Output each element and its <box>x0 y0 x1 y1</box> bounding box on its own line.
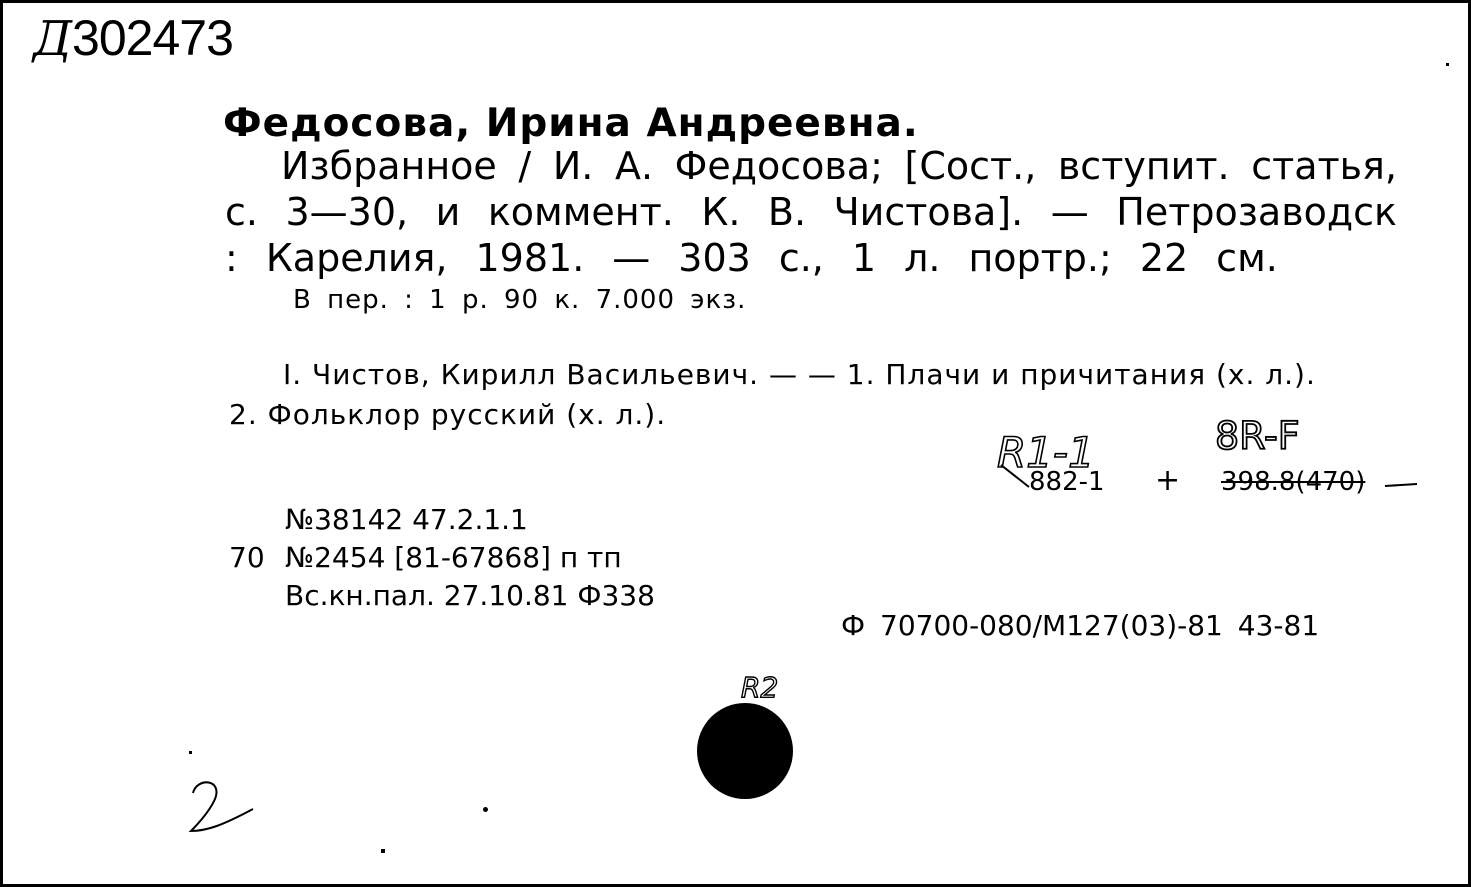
description-word: К. <box>701 190 741 234</box>
description-word: / <box>518 144 532 188</box>
speck <box>189 751 192 754</box>
author-heading: Федосова, Ирина Андреевна. <box>223 101 919 146</box>
accession-prefix: 70 <box>229 541 265 574</box>
classification-2-struck: 398.8(470) <box>1221 467 1366 497</box>
description-word: — <box>1050 190 1089 234</box>
description-word: статья, <box>1251 144 1397 188</box>
description-word: В. <box>767 190 807 234</box>
description-word: Чистова]. <box>833 190 1024 234</box>
speck <box>381 849 385 853</box>
call-number <box>33 9 233 67</box>
description-word: см. <box>1216 236 1278 280</box>
description-word: И. <box>552 144 594 188</box>
description-word: 303 <box>678 236 751 280</box>
handwritten-number-text: 2 <box>183 773 184 774</box>
publisher-code: Ф 70700-080/М127(03)-81 43-81 <box>841 609 1320 642</box>
description-word: с., <box>778 236 824 280</box>
description-line-1 <box>225 143 1397 189</box>
description-word: Петрозаводск <box>1116 190 1397 234</box>
description-line-2 <box>225 189 1397 235</box>
tracing-line-2: 2. Фольклор русский (х. л.). <box>229 398 667 431</box>
description-word: Избранное <box>281 144 497 188</box>
handwritten-class-2 <box>1211 405 1371 465</box>
description-word: 3—30, <box>285 190 409 234</box>
accession-line-2 <box>229 541 622 574</box>
classification-1: 882-1 <box>1029 467 1105 497</box>
description-word: Карелия, <box>265 236 448 280</box>
accession-line-1: №38142 47.2.1.1 <box>285 503 528 536</box>
description-word: 1 <box>851 236 877 280</box>
description-word: портр.; <box>968 236 1112 280</box>
speck <box>1446 63 1449 66</box>
description-word: 22 <box>1139 236 1189 280</box>
handwritten-class-1-text: R1-1 <box>997 428 1095 477</box>
tracing-line-1: I. Чистов, Кирилл Васильевич. — — 1. Плачи и причитания (х. л.). <box>283 358 1316 391</box>
handwritten-number <box>183 773 263 843</box>
call-number-value: 302473 <box>72 10 233 66</box>
accession-line-3: Вс.кн.пал. 27.10.81 Ф338 <box>285 579 655 612</box>
description-word: вступит. <box>1057 144 1230 188</box>
description-line-3 <box>225 235 1397 281</box>
description-word: коммент. <box>487 190 674 234</box>
description-word: А. <box>614 144 654 188</box>
punch-hole <box>697 703 793 799</box>
description-word: 1981. <box>475 236 585 280</box>
description-word: с. <box>225 190 258 234</box>
call-number-letter: Д <box>33 11 73 67</box>
description-word: и <box>435 190 461 234</box>
speck <box>483 807 488 812</box>
plus-sign: + <box>1155 463 1181 498</box>
description-word: Федосова; <box>674 144 883 188</box>
bibliographic-description <box>225 143 1397 281</box>
description-word: [Сост., <box>904 144 1037 188</box>
strike-tail <box>1383 479 1423 493</box>
handwritten-mark-text: R2 <box>741 671 779 704</box>
accession-line-2-text: №2454 [81-67868] п тп <box>285 541 622 574</box>
description-word: — <box>612 236 651 280</box>
handwritten-class-2-text: 8R-F <box>1215 414 1300 458</box>
price-and-print-run: В пер. : 1 р. 90 к. 7.000 экз. <box>293 285 747 315</box>
description-word: л. <box>904 236 941 280</box>
description-word: : <box>225 236 238 280</box>
